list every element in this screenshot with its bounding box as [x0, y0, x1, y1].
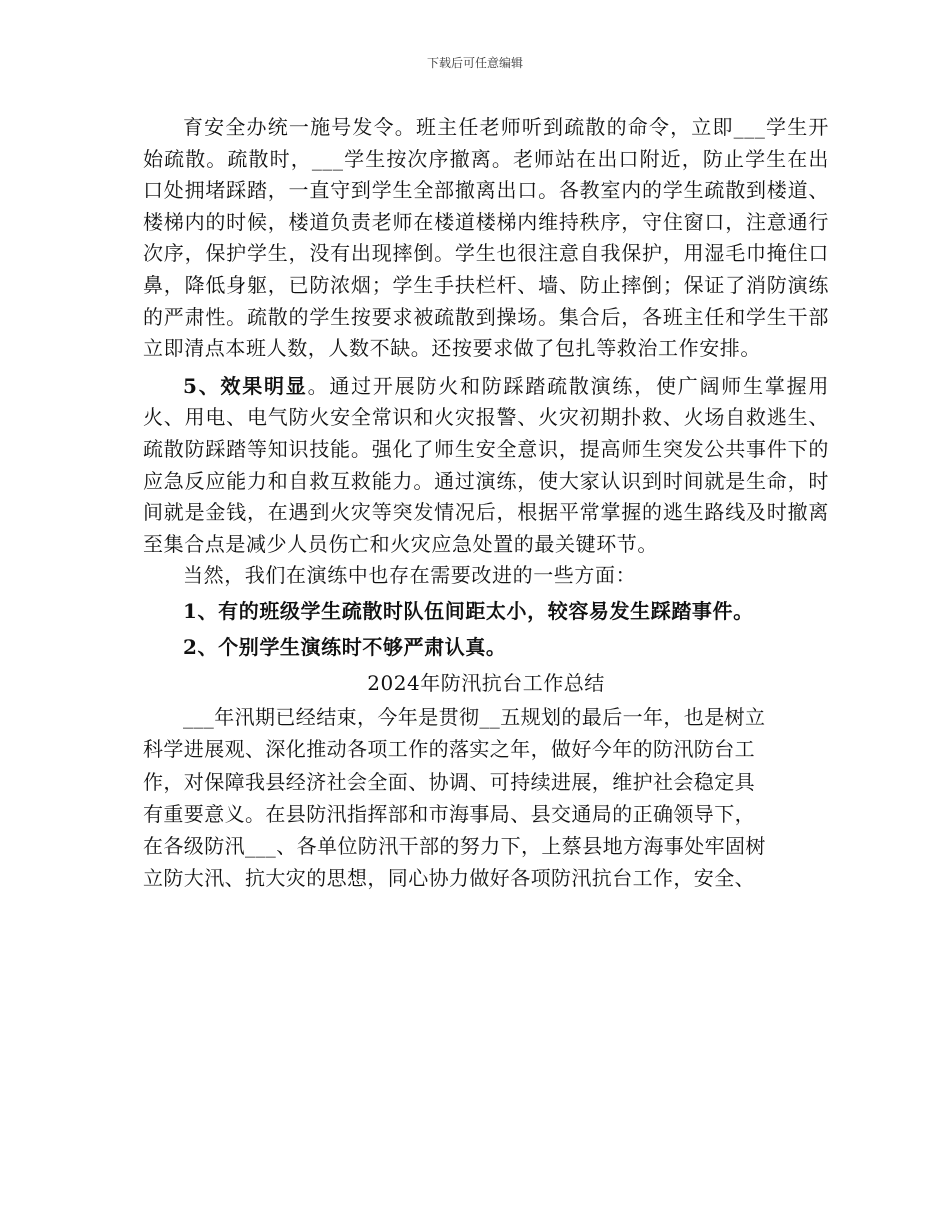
paragraph-effect — [143, 371, 829, 561]
paragraph-evacuation: 育安全办统一施号发令。班主任老师听到疏散的命令，立即___学生开始疏散。疏散时，___学生按次序撤离。老师站在出口附近，防止学生在出口处拥堵踩踏，一直守到学生全部撤离出口。各教室内的学生疏散到楼道、楼梯内的时候，楼道负责老师在楼道楼梯内维持秩序，守住窗口，注意通行次序，保护学生，没有出现摔倒。学生也很注意自我保护，用湿毛巾掩住口鼻，降低身躯，已防浓烟；学生手扶栏杆、墙、防止摔倒；保证了消防演练的严肃性。疏散的学生按要求被疏散到操场。集合后，各班主任和学生干部立即清点本班人数，人数不缺。还按要求做了包扎等救治工作安排。 — [143, 115, 829, 361]
summary-line-5: 在各级防汛___、各单位防汛干部的努力下，上蔡县地方海事处牢固树 — [143, 833, 766, 858]
summary-line-6: 立防大汛、抗大灾的思想，同心协力做好各项防汛抗台工作，安全、 — [143, 866, 755, 891]
improvement-item-1: 1、有的班级学生疏散时队伍间距太小，较容易发生踩踏事件。 — [183, 598, 754, 623]
section-title: 2024年防汛抗台工作总结 — [367, 671, 605, 696]
document-body — [143, 112, 829, 894]
page-header: 下载后可任意编辑 — [426, 56, 523, 70]
paragraph-effect-heading: 5、效果明显 — [183, 373, 308, 398]
summary-line-4: 有重要意义。在县防汛指挥部和市海事局、县交通局的正确领导下， — [143, 801, 755, 826]
paragraph-improvements: 当然，我们在演练中也存在需要改进的一些方面： — [183, 563, 637, 588]
summary-line-3: 作，对保障我县经济社会全面、协调、可持续进展，维护社会稳定具 — [143, 769, 755, 794]
summary-line-2: 科学进展观、深化推动各项工作的落实之年，做好今年的防汛防台工 — [143, 737, 755, 762]
summary-line-1: ___年汛期已经结束，今年是贯彻__五规划的最后一年，也是树立 — [183, 705, 766, 730]
paragraph-effect-body: 。通过开展防火和防踩踏疏散演练，使广阔师生掌握用火、用电、电气防火安全常识和火灾报警、火灾初期扑救、火场自救逃生、疏散防踩踏等知识技能。强化了师生安全意识，提高师生突发公共事件下的应急反应能力和自救互救能力。通过演练，使大家认识到时间就是生命，时间就是金钱，在遇到火灾等突发情况后，根据平常掌握的逃生路线及时撤离至集合点是减少人员伤亡和火灾应急处置的最关键环节。 — [143, 373, 829, 556]
improvement-item-2: 2、个别学生演练时不够严肃认真。 — [183, 634, 507, 659]
